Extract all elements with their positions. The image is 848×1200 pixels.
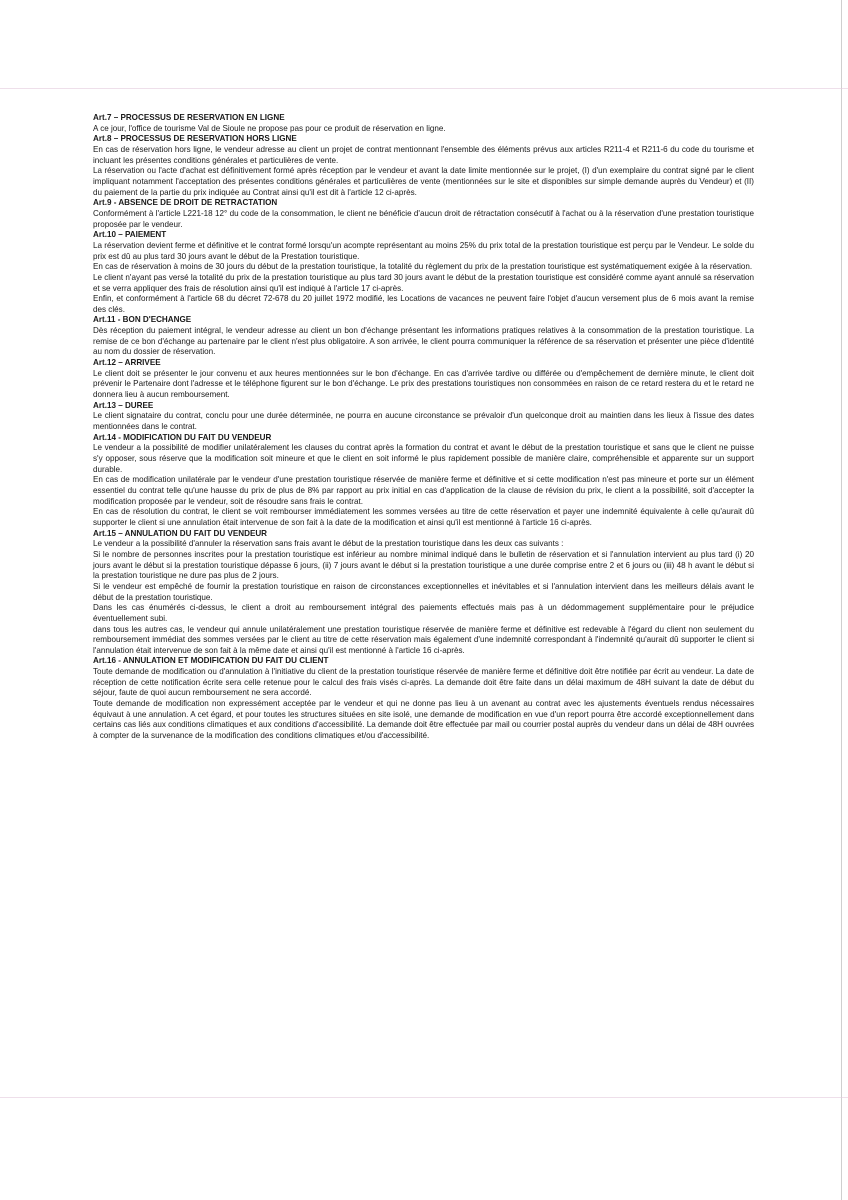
- document-body: [93, 113, 754, 742]
- article-paragraph: Si le vendeur est empêché de fournir la prestation touristique en raison de circonstances exceptionnelles et inévitables et si l'annulation intervient dans les meilleurs délais avant le début de la prestation touristique.: [93, 581, 754, 602]
- article-title: Art.11 - BON D'ECHANGE: [93, 315, 192, 325]
- article-section: [93, 433, 754, 529]
- article-paragraph: A ce jour, l'office de tourisme Val de Sioule ne propose pas pour ce produit de réservation en ligne.: [93, 123, 446, 133]
- article-title: Art.10 – PAIEMENT: [93, 230, 167, 240]
- scan-line-bottom: [0, 1097, 848, 1098]
- article-section: [93, 198, 754, 230]
- article-paragraph: Le vendeur a la possibilité de modifier unilatéralement les clauses du contrat après la formation du contrat et avant le début de la prestation touristique et sans que le client ne puisse s'y opposer, sous réserve que la modification soit mineure et que le client en soit informé le plus rapidement possible de manière claire, compréhensible et apparente sur un support durable.: [93, 443, 754, 474]
- article-section: [93, 230, 754, 315]
- article-paragraph: Le vendeur a la possibilité d'annuler la réservation sans frais avant le début de la prestation touristique dans les deux cas suivants :: [93, 539, 564, 549]
- article-section: [93, 401, 754, 433]
- article-paragraph: dans tous les autres cas, le vendeur qui annule unilatéralement une prestation touristique réservée de manière ferme et définitive est redevable à l'égard du client non seulement du remboursement immédiat des sommes versées par le client au titre de cette réservation mais également d'une indemnité correspondant à l'indemnité qu'aurait dû supporter le client si l'annulation était intervenue de son fait à la même date et ainsi qu'il est mentionné à l'article 16 ci-après.: [93, 624, 754, 655]
- article-paragraph: Dans les cas énumérés ci-dessus, le client a droit au remboursement intégral des paiements effectués mais pas à un dédommagement supplémentaire pour le préjudice éventuellement subi.: [93, 603, 754, 623]
- article-paragraph: Toute demande de modification ou d'annulation à l'initiative du client de la prestation touristique réservée de manière ferme et définitive doit être notifiée par écrit au vendeur. La date de réception de cette notification écrite sera celle retenue pour le calcul des frais visés ci-après. La demande doit être faite dans un délai maximum de 48H suivant la date de début du séjour, faute de quoi aucun remboursement ne sera accordé.: [93, 667, 754, 698]
- article-section: [93, 134, 754, 198]
- article-paragraph: La réservation devient ferme et définitive et le contrat formé lorsqu'un acompte représentant au moins 25% du prix total de la prestation touristique est perçu par le Vendeur. Le solde du prix est dû au plus tard 30 jours avant le début de la Prestation touristique.: [93, 240, 754, 261]
- article-paragraph: Le client signataire du contrat, conclu pour une durée déterminée, ne pourra en aucune circonstance se prévaloir d'un quelconque droit au maintien dans les lieux à l'issue des dates mentionnées dans le contrat.: [93, 411, 754, 432]
- article-paragraph: Si le nombre de personnes inscrites pour la prestation touristique est inférieur au nombre minimal indiqué dans le bulletin de réservation et si l'annulation intervient au plus tard (i) 20 jours avant le début si la prestation touristique dépasse 6 jours, (ii) 7 jours avant le début si la prestation touristique a une durée comprise entre 2 et 6 jours ou (iii) 48 h avant le début si la prestation touristique ne dure pas plus de 2 jours.: [93, 549, 754, 581]
- page-edge: [841, 0, 842, 1200]
- article-paragraph: Le client n'ayant pas versé la totalité du prix de la prestation touristique au plus tard 30 jours avant le début de la prestation touristique est considéré comme ayant annulé sa réservation et se verra appliquer des frais de résolution ainsi qu'il est indiqué à l'article 17 ci-après.: [93, 272, 754, 293]
- article-paragraph: Toute demande de modification non expressément acceptée par le vendeur et qui ne donne pas lieu à un avenant au contrat avec les ajustements éventuels rendus nécessaires équivaut à une annulation. A cet égard, et pour toutes les structures situées en site isolé, une demande de modification en vue d'un report pourra être accordé exceptionnellement dans certains cas liés aux conditions climatiques et aux conditions d'accessibilité. La demande doit être effectuée par mail ou courrier postal auprès du vendeur dans un délai de 48H ouvrées à compter de la survenance de la modification des conditions climatiques et/ou d'accessibilité.: [93, 699, 754, 741]
- article-paragraph: Enfin, et conformément à l'article 68 du décret 72-678 du 20 juillet 1972 modifié, les Locations de vacances ne peuvent faire l'objet d'aucun versement plus de 6 mois avant la remise des clés.: [93, 294, 754, 314]
- article-paragraph: En cas de modification unilatérale par le vendeur d'une prestation touristique réservée de manière ferme et définitive et si cette modification n'est pas mineure et porte sur un élément essentiel du contrat telle qu'une hausse du prix de plus de 8% par rapport au prix initial en cas d'application de la clause de révision du prix, le client a la possibilité, soit d'accepter la modification proposée par le vendeur, soit de résoudre sans frais le contrat.: [93, 475, 754, 506]
- article-title: Art.15 – ANNULATION DU FAIT DU VENDEUR: [93, 528, 268, 538]
- article-title: Art.16 - ANNULATION ET MODIFICATION DU FAIT DU CLIENT: [93, 656, 329, 666]
- article-section: [93, 358, 754, 401]
- article-title: Art.7 – PROCESSUS DE RESERVATION EN LIGNE: [93, 113, 285, 122]
- article-paragraph: La réservation ou l'acte d'achat est définitivement formé après réception par le vendeur et avant la date limite mentionnée sur le projet, (I) d'un exemplaire du contrat signé par le client impliquant notamment l'acceptation des présentes conditions générales et particulières de vente (mentionnées sur le site et disponibles sur simple demande auprès du Vendeur) et (II) du paiement de la partie du prix indiquée au Contrat ainsi qu'il est dit à l'article 12 ci-après.: [93, 166, 754, 197]
- article-section: [93, 656, 754, 741]
- article-paragraph: Conformément à l'article L221-18 12° du code de la consommation, le client ne bénéficie d'aucun droit de rétractation consécutif à l'achat ou à la réservation d'une prestation touristique proposée par le vendeur.: [93, 208, 754, 229]
- article-title: Art.12 – ARRIVEE: [93, 358, 161, 368]
- article-title: Art.13 – DUREE: [93, 400, 154, 410]
- article-section: [93, 315, 754, 358]
- article-paragraph: En cas de réservation à moins de 30 jours du début de la prestation touristique, la totalité du règlement du prix de la prestation touristique est systématiquement exigée à la réservation.: [93, 262, 753, 272]
- article-section: [93, 113, 754, 134]
- article-paragraph: En cas de réservation hors ligne, le vendeur adresse au client un projet de contrat mentionnant l'ensemble des éléments prévus aux articles R211-4 et R211-6 du code du tourisme et incluant les présentes conditions générales et particulières de vente.: [93, 144, 754, 165]
- article-title: Art.8 – PROCESSUS DE RESERVATION HORS LIGNE: [93, 134, 297, 144]
- article-title: Art.9 - ABSENCE DE DROIT DE RETRACTATION: [93, 198, 278, 208]
- article-paragraph: Le client doit se présenter le jour convenu et aux heures mentionnées sur le bon d'échange. En cas d'arrivée tardive ou différée ou d'empêchement de dernière minute, le client doit prévenir le Partenaire dont l'adresse et le téléphone figurent sur le bon d'échange. Le prix des prestations touristiques non consommées en raison de ce retard restera du et le retard ne donnera lieu à aucun remboursement.: [93, 368, 754, 400]
- article-title: Art.14 - MODIFICATION DU FAIT DU VENDEUR: [93, 432, 272, 442]
- article-section: [93, 529, 754, 657]
- scan-line-top: [0, 88, 848, 89]
- article-paragraph: Dès réception du paiement intégral, le vendeur adresse au client un bon d'échange présentant les informations pratiques relatives à la consommation de la prestation touristique. La remise de ce bon d'échange au partenaire par le client n'est plus obligatoire. A son arrivée, le client pourra communiquer la référence de sa réservation et présenter une pièce d'identité au nom du dossier de réservation.: [93, 326, 754, 357]
- article-paragraph: En cas de résolution du contrat, le client se voit rembourser immédiatement les sommes versées au titre de cette réservation et payer une indemnité équivalente à celle qu'aurait dû supporter le client si une annulation était intervenue de son fait à la date de la modification et ainsi qu'il est mentionné à l'article 16 ci-après.: [93, 507, 754, 527]
